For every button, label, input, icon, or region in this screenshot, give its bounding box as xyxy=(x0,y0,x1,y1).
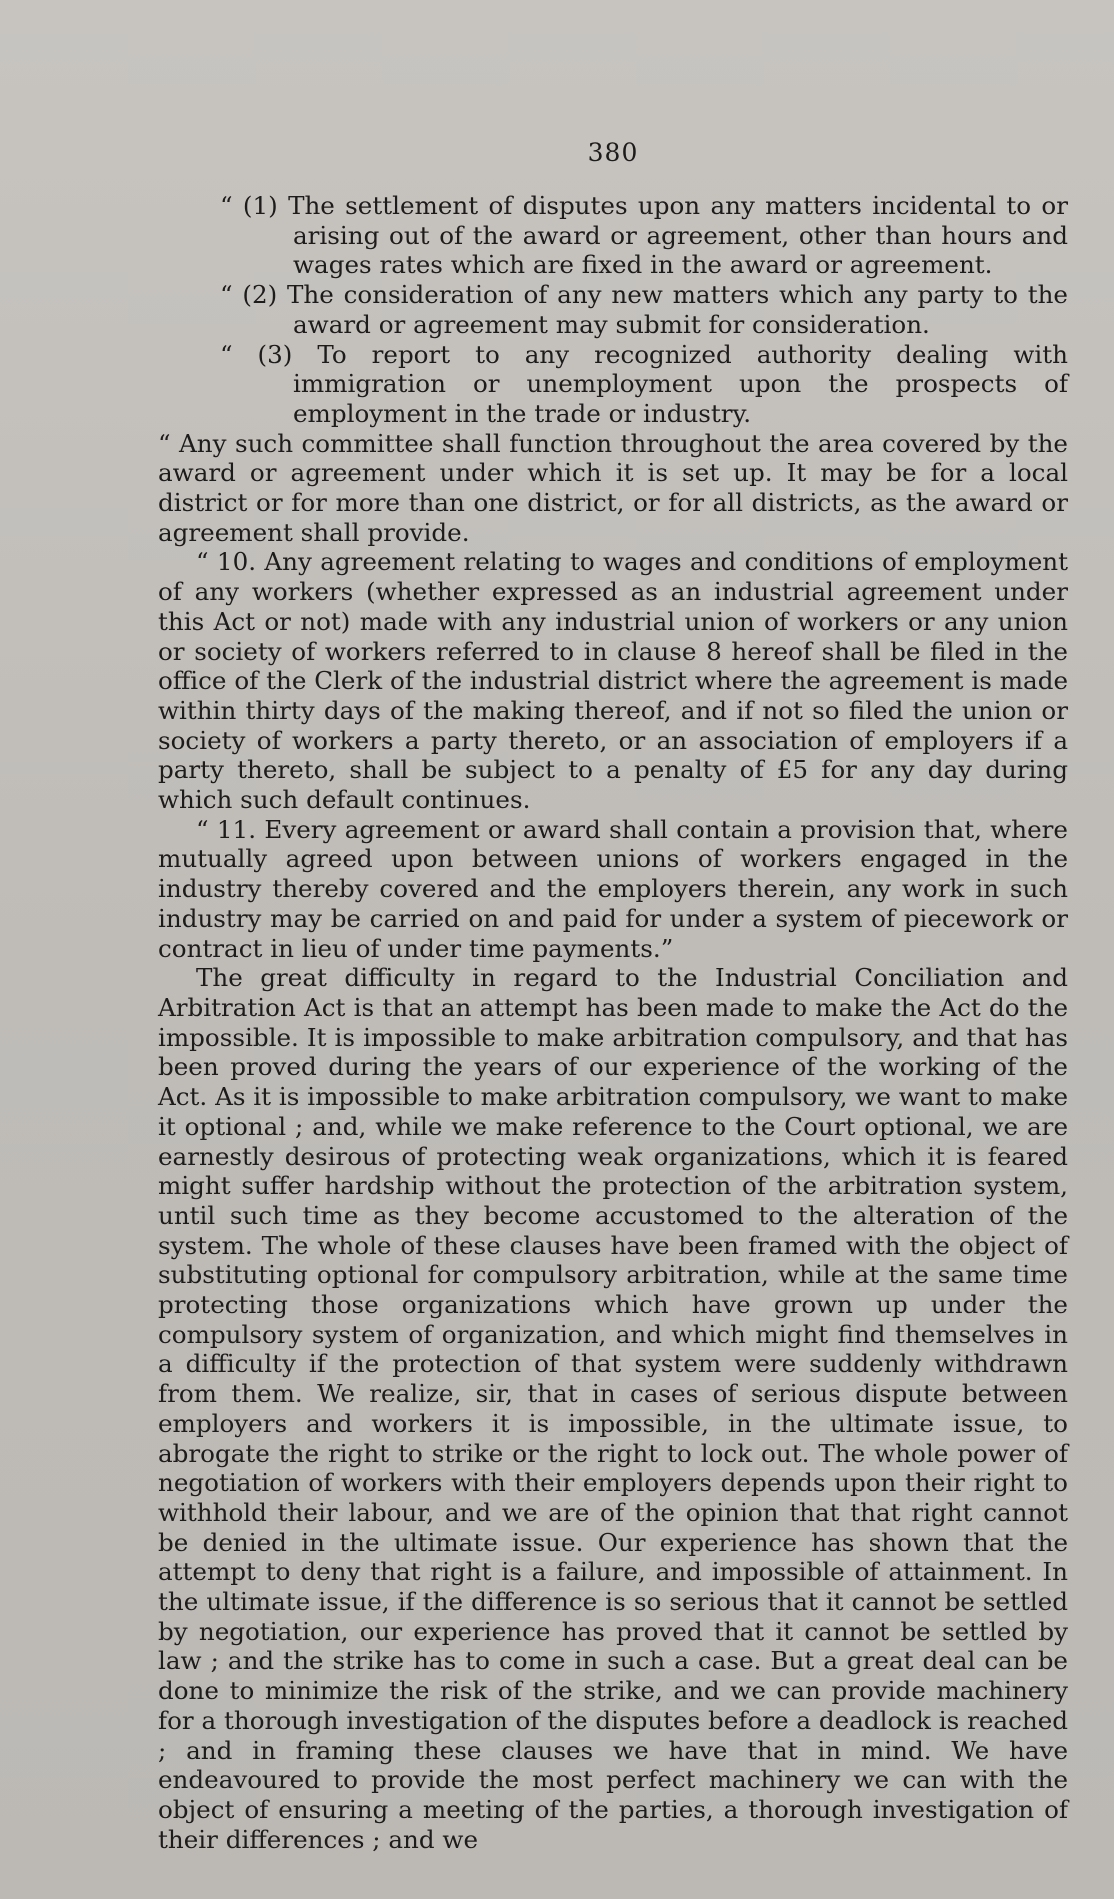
paragraph: “ 10. Any agreement relating to wages and conditions of employment of any workers (whether expressed as an industrial agreement under this Act or not) made with any industrial union of workers or any union or society of workers referred to in clause 8 hereof shall be filed in the office of the Clerk of the industrial district where the agreement is made within thirty days of the making thereof, and if not so filed the union or society of workers a party thereto, or an association of employers if a party thereto, shall be subject to a penalty of £5 for any day during which such default continues. xyxy=(158,547,1068,815)
list-item: “ (3) To report to any recognized authority dealing with immigration or unemployment upon the prospects of employment in the trade or industry. xyxy=(220,339,1068,428)
page-body xyxy=(158,138,1068,1854)
page-number: 380 xyxy=(587,138,639,167)
paragraph: “ 11. Every agreement or award shall contain a provision that, where mutually agreed upon between unions of workers engaged in the industry thereby covered and the employers therein, any work in such industry may be carried on and paid for under a system of piecework or contract in lieu of under time payments.” xyxy=(158,814,1068,963)
list-item: “ (2) The consideration of any new matters which any party to the award or agreement may submit for consideration. xyxy=(220,280,1068,339)
paragraph: The great difficulty in regard to the Industrial Conciliation and Arbitration Act is that an attempt has been made to make the Act do the impossible. It is impossible to make arbitration compulsory, and that has been proved during the years of our experience of the working of the Act. As it is impossible to make arbitration compulsory, we want to make it optional ; and, while we make reference to the Court optional, we are earnestly desirous of protecting weak organizations, which it is feared might suffer hardship without the protection of the arbitration system, until such time as they become accustomed to the alteration of the system. The whole of these clauses have been framed with the object of substituting optional for compulsory arbitration, while at the same time protecting those organizations which have grown up under the compulsory system of organization, and which might find themselves in a difficulty if the protection of that system were suddenly withdrawn from them. We realize, sir, that in cases of serious dispute between employers and workers it is impossible, in the ultimate issue, to abrogate the right to strike or the right to lock out. The whole power of negotiation of workers with their employers depends upon their right to withhold their labour, and we are of the opinion that that right cannot be denied in the ultimate issue. Our experience has shown that the attempt to deny that right is a failure, and impossible of attainment. In the ultimate issue, if the difference is so serious that it cannot be settled by negotiation, our experience has proved that it cannot be settled by law ; and the strike has to come in such a case. But a great deal can be done to minimize the risk of the strike, and we can provide machinery for a thorough investigation of the disputes before a deadlock is reached ; and in framing these clauses we have that in mind. We have endeavoured to provide the most perfect machinery we can with the object of ensuring a meeting of the parties, a thorough investigation of their differences ; and we xyxy=(158,963,1068,1854)
list-item: “ (1) The settlement of disputes upon any matters incidental to or arising out of the award or agreement, other than hours and wages rates which are fixed in the award or agreement. xyxy=(220,191,1068,280)
paragraph: “ Any such committee shall function throughout the area covered by the award or agreement under which it is set up. It may be for a local district or for more than one district, or for all districts, as the award or agreement shall provide. xyxy=(158,428,1068,547)
